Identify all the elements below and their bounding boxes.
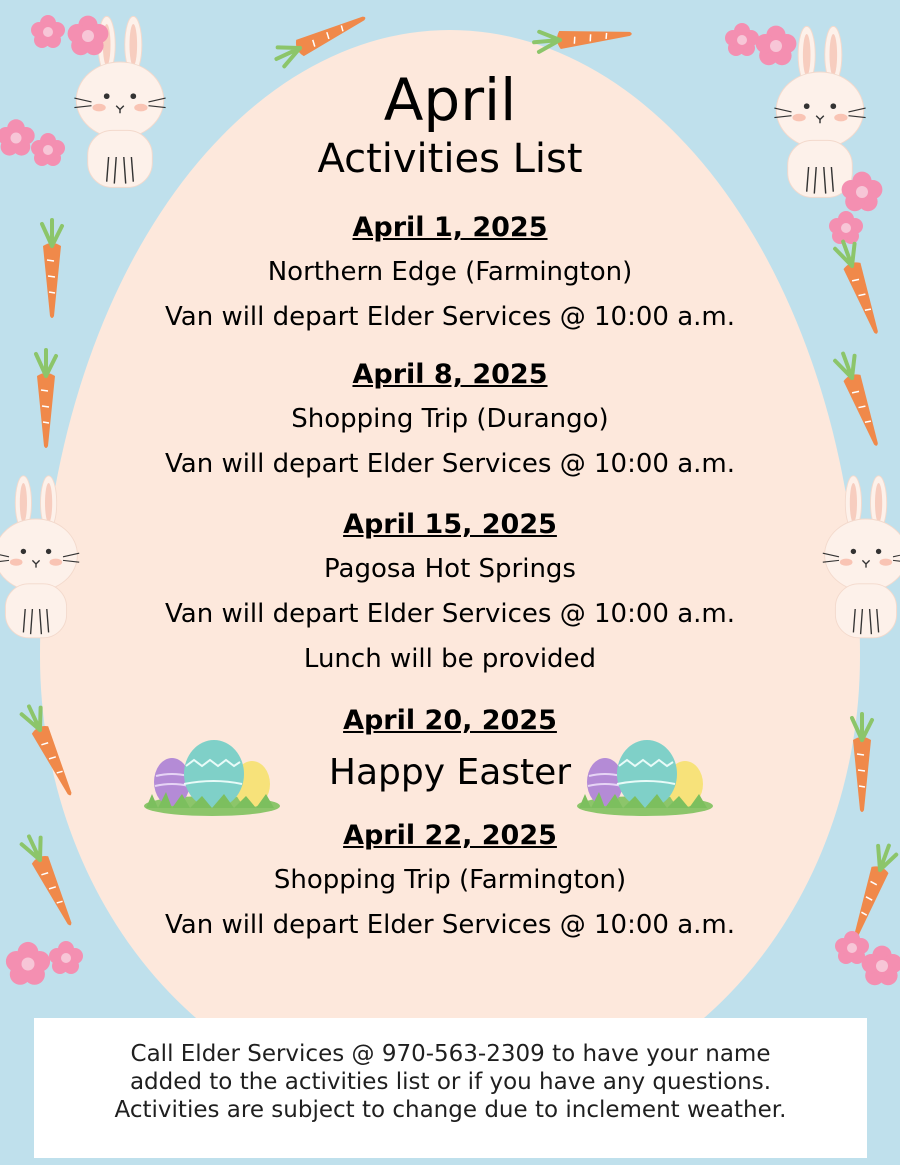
flower-icon (31, 15, 65, 48)
event-departure: Van will depart Elder Services @ 10:00 a.m. (165, 449, 735, 479)
carrot-icon (272, 9, 369, 69)
contact-footer (34, 1018, 867, 1158)
event-departure: Van will depart Elder Services @ 10:00 a.m. (165, 910, 735, 940)
event-location: Shopping Trip (Durango) (291, 404, 609, 434)
footer-line: Activities are subject to change due to inclement weather. (114, 1097, 787, 1123)
event-date: April 20, 2025 (343, 705, 557, 736)
page-title: April (383, 66, 517, 134)
event-date: April 1, 2025 (352, 212, 548, 243)
event-date: April 8, 2025 (352, 359, 548, 390)
event-location: Northern Edge (Farmington) (267, 257, 633, 287)
flower-icon (6, 942, 50, 985)
event-location: Shopping Trip (Farmington) (273, 865, 627, 895)
event-departure: Van will depart Elder Services @ 10:00 a.m. (165, 599, 735, 629)
event-april-20 (0, 699, 900, 743)
easter-greeting: Happy Easter (328, 752, 572, 793)
carrot-icon (533, 24, 632, 52)
event-april-1 (0, 206, 900, 340)
event-april-22 (0, 814, 900, 948)
event-date: April 15, 2025 (343, 509, 557, 540)
flower-icon (756, 26, 797, 66)
event-note: Lunch will be provided (303, 644, 597, 674)
footer-line: added to the activities list or if you have any questions. (129, 1069, 772, 1095)
event-april-8 (0, 353, 900, 487)
footer-line: Call Elder Services @ 970-563-2309 to have your name (130, 1041, 771, 1067)
event-date: April 22, 2025 (343, 820, 557, 851)
flower-icon (725, 23, 759, 56)
event-departure: Van will depart Elder Services @ 10:00 a.m. (165, 302, 735, 332)
event-location: Pagosa Hot Springs (324, 554, 576, 584)
page-subtitle: Activities List (317, 136, 583, 182)
event-april-15 (0, 503, 900, 682)
flower-icon (862, 946, 900, 986)
